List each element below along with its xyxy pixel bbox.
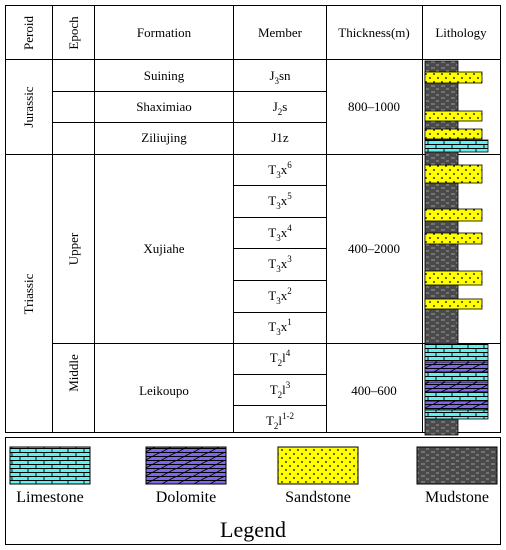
thickness-jurassic: 800–1000 — [348, 99, 400, 114]
formation-xujiahe: Xujiahe — [143, 241, 185, 256]
period-labels — [21, 86, 81, 392]
legend-label-dolomite: Dolomite — [155, 489, 217, 506]
header-epoch: Epoch — [66, 16, 81, 50]
formation-shaximiao: Shaximiao — [136, 99, 192, 114]
lithology-bed — [425, 392, 488, 401]
formation-ziliujing: Ziliujing — [141, 130, 187, 145]
lithology-bed — [425, 111, 482, 121]
formation-suining: Suining — [143, 68, 185, 83]
member-label: J1z — [271, 130, 289, 145]
member-label: $J_3sn$ — [269, 68, 291, 86]
thickness-upper: 400–2000 — [348, 241, 400, 256]
lithology-bed — [425, 271, 482, 285]
thickness-middle: 400–600 — [351, 383, 397, 398]
header-thickness: Thickness(m) — [338, 25, 410, 40]
lithology-bed — [425, 382, 488, 392]
member-label: $T_3x^3$ — [268, 254, 292, 274]
member-label: $T_2l^3$ — [269, 380, 291, 400]
period-jurassic: Jurassic — [21, 86, 36, 128]
header-period: Peroid — [21, 16, 36, 50]
lithology-bed — [425, 362, 488, 372]
lithology-bed — [425, 72, 482, 83]
formation-labels — [136, 68, 192, 398]
thickness-labels — [348, 99, 400, 398]
header-member: Member — [257, 25, 303, 40]
legend-label-mudstone: Mudstone — [425, 489, 489, 506]
member-label: $J_2s$ — [272, 99, 288, 117]
header-lithology: Lithology — [435, 25, 487, 40]
lithology-bed — [425, 401, 488, 410]
table-header — [21, 16, 487, 50]
member-label: $T_2l^4$ — [269, 348, 291, 368]
lithology-column — [425, 61, 488, 435]
member-label: $T_3x^2$ — [268, 286, 292, 306]
lithology-bed — [425, 410, 488, 419]
legend-label-sandstone: Sandstone — [285, 489, 351, 506]
epoch-upper: Upper — [66, 232, 81, 266]
legend-swatch-mudstone — [417, 447, 497, 484]
legend — [6, 438, 501, 545]
lithology-bed — [425, 165, 482, 183]
lithology-bed — [425, 209, 482, 221]
member-label: $T_3x^4$ — [268, 223, 292, 243]
lithology-bed — [425, 129, 482, 139]
member-label: $T_3x^6$ — [268, 160, 292, 180]
member-label: $T_3x^1$ — [268, 317, 292, 337]
legend-title: Legend — [220, 517, 286, 542]
member-label: $T_2l^{1-2}$ — [265, 411, 295, 431]
header-formation: Formation — [136, 25, 192, 40]
lithology-bed — [425, 299, 482, 309]
period-triassic: Triassic — [21, 273, 36, 315]
legend-label-limestone: Limestone — [16, 489, 84, 506]
lithology-bed — [425, 344, 488, 362]
formation-leikoupo: Leikoupo — [139, 383, 189, 398]
legend-swatch-dolomite — [146, 447, 226, 484]
lithology-bed — [425, 372, 488, 382]
member-label: $T_3x^5$ — [268, 191, 292, 211]
legend-swatch-sandstone — [278, 447, 358, 484]
epoch-middle: Middle — [66, 354, 81, 392]
lithology-bed — [425, 233, 482, 244]
legend-swatch-limestone — [10, 447, 90, 484]
lithology-bed — [425, 140, 488, 152]
